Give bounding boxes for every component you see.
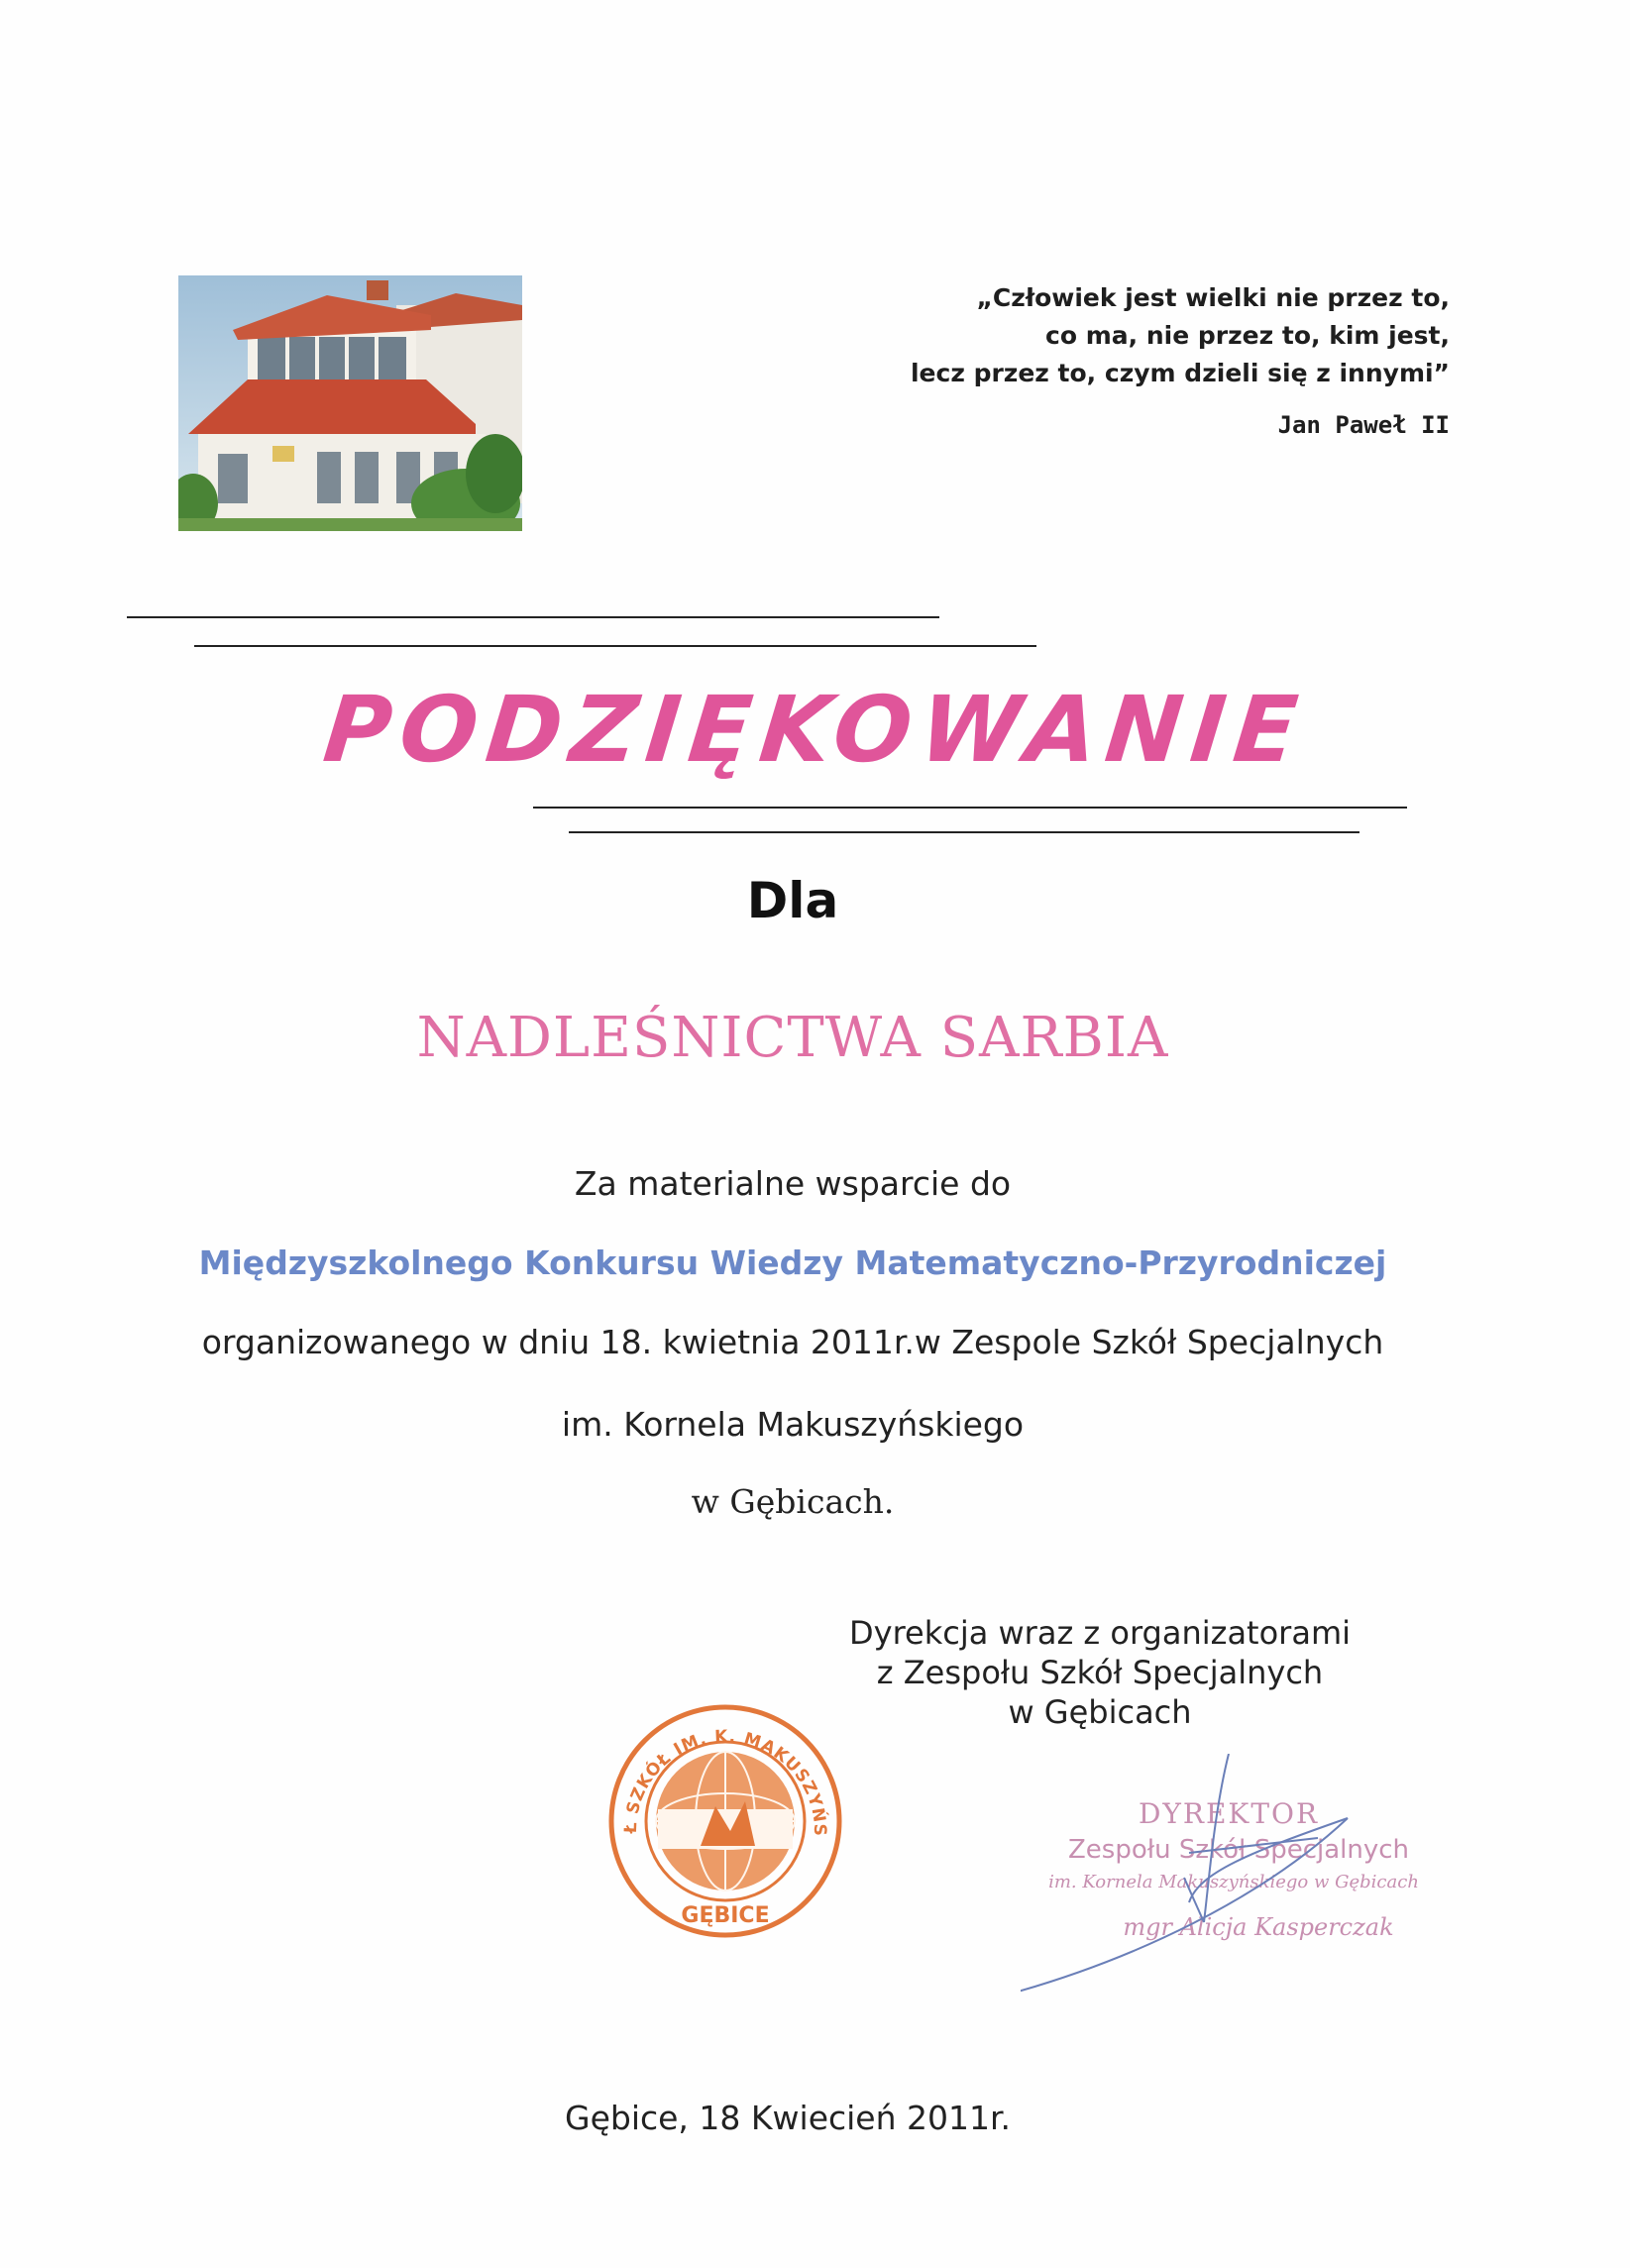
quote-author: Jan Paweł II: [1277, 411, 1450, 439]
signoff-block: [773, 1613, 1427, 1732]
body-contest-name: Międzyszkolnego Konkursu Wiedzy Matematyczno-Przyrodniczej: [198, 1243, 1387, 1282]
signoff-line-2: z Zespołu Szkół Specjalnych: [876, 1654, 1324, 1691]
divider-line: [127, 616, 939, 618]
quote-line-3: lecz przez to, czym dzieli się z innymi”: [910, 359, 1450, 387]
divider-line: [569, 831, 1359, 833]
recipient-name: NADLEŚNICTWA SARBIA: [416, 1006, 1169, 1070]
document-date: Gębice, 18 Kwiecień 2011r.: [565, 2099, 1012, 2137]
body-place-line: w Gębicach.: [691, 1482, 895, 1521]
for-label: Dla: [746, 872, 839, 929]
signoff-line-3: w Gębicach: [1008, 1693, 1192, 1731]
stamp-line-2: Zespołu Szkół Specjalnych: [1067, 1835, 1410, 1865]
stamp-line-3: im. Kornela Makuszyńskiego w Gębicach: [1048, 1872, 1419, 1892]
body-support-line: Za materialne wsparcie do: [574, 1164, 1012, 1203]
stamp-line-1: DYREKTOR: [1138, 1797, 1320, 1830]
director-stamp: [1021, 1754, 1437, 2011]
stamp-line-4: mgr Alicja Kasperczak: [1123, 1913, 1394, 1941]
signoff-line-1: Dyrekcja wraz z organizatorami: [848, 1614, 1351, 1652]
quote-block: [736, 279, 1450, 392]
school-seal: [606, 1702, 844, 1940]
quote-line-2: co ma, nie przez to, kim jest,: [1045, 321, 1450, 350]
quote-line-1: „Człowiek jest wielki nie przez to,: [976, 283, 1450, 312]
school-building-photo: [178, 275, 522, 531]
body-organized-line: organizowanego w dniu 18. kwietnia 2011r.w Zespole Szkół Specjalnych: [201, 1323, 1384, 1361]
seal-ring-text: Ł SZKÓŁ IM. K. MAKUSZYŃS: [620, 1726, 830, 1837]
divider-line: [194, 645, 1036, 647]
body-patron-line: im. Kornela Makuszyńskiego: [561, 1405, 1025, 1444]
document-title: PODZIĘKOWANIE: [318, 677, 1312, 783]
seal-bottom-text: GĘBICE: [681, 1903, 770, 1928]
divider-line: [533, 807, 1407, 809]
